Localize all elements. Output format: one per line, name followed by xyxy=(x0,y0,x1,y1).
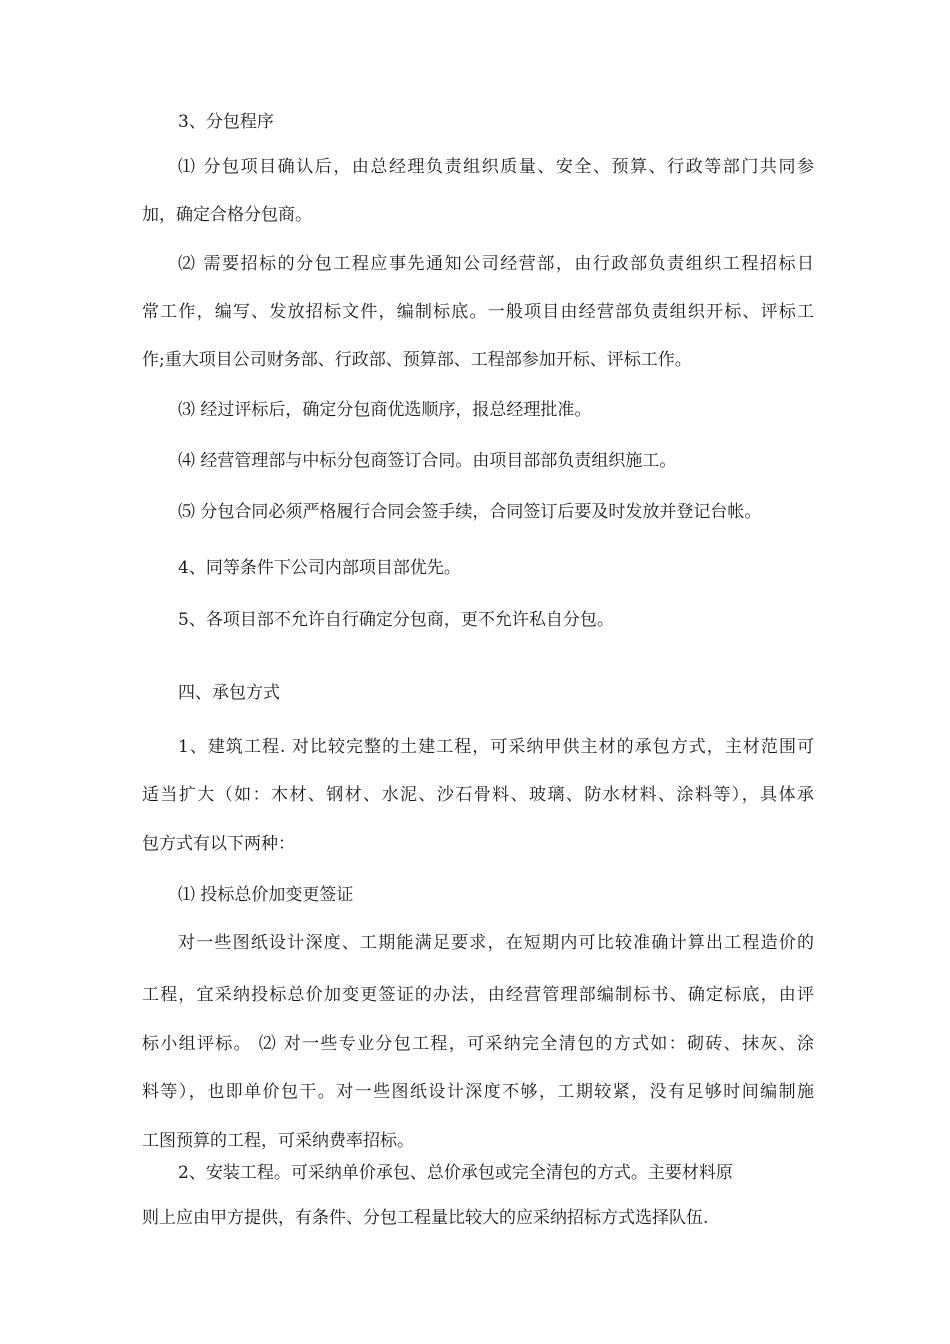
paragraph-line: 对一些图纸设计深度、工期能满足要求，在短期内可比较准确计算出工程造价的 xyxy=(178,933,814,953)
paragraph-line: ⑸ 分包合同必须严格履行合同会签手续，合同签订后要及时发放并登记台帐。 xyxy=(178,502,762,522)
paragraph-line: 包方式有以下两种： xyxy=(142,834,295,854)
paragraph-line: 适当扩大（如：木材、钢材、水泥、沙石骨料、玻璃、防水材料、涂料等），具体承 xyxy=(142,785,814,805)
paragraph-line: 加，确定合格分包商。 xyxy=(142,205,312,225)
paragraph-line: ⑶ 经过评标后，确定分包商优选顺序，报总经理批准。 xyxy=(178,400,592,420)
paragraph-line: ⑵ 需要招标的分包工程应事先通知公司经营部，由行政部负责组织工程招标日 xyxy=(178,254,814,274)
paragraph-line: ⑴ 分包项目确认后，由总经理负责组织质量、安全、预算、行政等部门共同参 xyxy=(178,157,814,177)
paragraph-line: 工图预算的工程，可采纳费率招标。 xyxy=(142,1131,414,1151)
paragraph-line: 标小组评标。 ⑵ 对一些专业分包工程，可采纳完全清包的方式如：砌砖、抹灰、涂 xyxy=(142,1034,814,1054)
paragraph-line: 则上应由甲方提供，有条件、分包工程量比较大的应采纳招标方式选择队伍. xyxy=(142,1208,709,1228)
paragraph-line: 常工作，编写、发放招标文件，编制标底。一般项目由经营部负责组织开标、评标工 xyxy=(142,302,814,322)
section-heading: 四、承包方式 xyxy=(178,683,280,703)
sub-heading: ⑴ 投标总价加变更签证 xyxy=(178,885,354,905)
paragraph-line: ⑷ 经营管理部与中标分包商签订合同。由项目部部负责组织施工。 xyxy=(178,451,677,471)
paragraph-line: 1、建筑工程. 对比较完整的土建工程，可采纳甲供主材的承包方式，主材范围可 xyxy=(178,737,814,757)
paragraph-line: 料等），也即单价包干。对一些图纸设计深度不够，工期较紧，没有足够时间编制施 xyxy=(142,1082,814,1102)
paragraph-line: 2、安装工程。可采纳单价承包、总价承包或完全清包的方式。主要材料原 xyxy=(178,1163,733,1183)
paragraph-line: 作;重大项目公司财务部、行政部、预算部、工程部参加开标、评标工作。 xyxy=(142,350,692,370)
paragraph-line: 4、同等条件下公司内部项目部优先。 xyxy=(178,558,461,578)
paragraph-line: 工程，宜采纳投标总价加变更签证的办法，由经营管理部编制标书、确定标底，由评 xyxy=(142,985,814,1005)
section-heading: 3、分包程序 xyxy=(178,112,274,132)
paragraph-line: 5、各项目部不允许自行确定分包商，更不允许私自分包。 xyxy=(178,610,614,630)
